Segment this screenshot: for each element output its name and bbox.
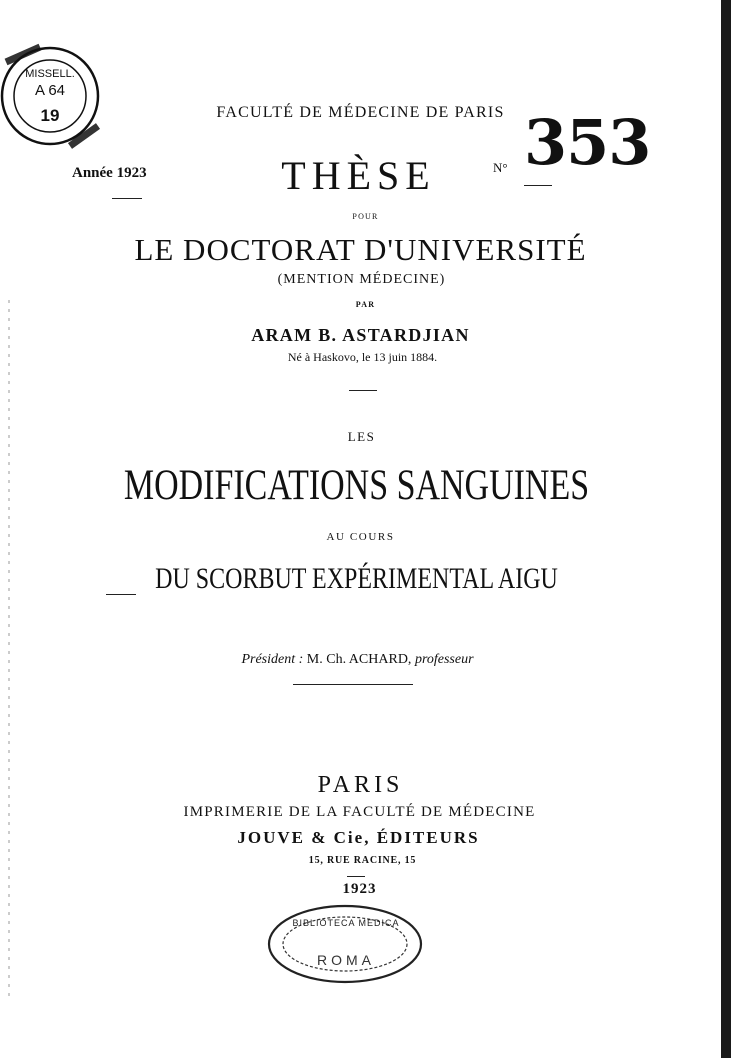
stamp-line-3: 19 [40, 106, 60, 125]
divider-under-year [112, 198, 142, 199]
these-heading: THÈSE [281, 153, 436, 198]
pour-label: POUR [352, 212, 379, 221]
subtitle: DU SCORBUT EXPÉRIMENTAL AIGU [155, 562, 558, 595]
par-label: PAR [355, 300, 376, 309]
stamp-line-2: A 64 [34, 82, 66, 99]
divider-under-president [293, 684, 413, 685]
library-stamp-bottom [265, 902, 427, 986]
divider-under-number [524, 185, 552, 186]
mention-line: (MENTION MÉDECINE) [277, 272, 446, 287]
divider-under-birth [349, 390, 377, 391]
title-les: LES [347, 429, 376, 444]
number-prefix: N° [493, 160, 508, 175]
stamp-bottom-top-text: BIBLIOTECA MEDICA [292, 918, 400, 928]
president-name: M. Ch. ACHARD, [306, 652, 412, 667]
year-text: Année 1923 [72, 165, 147, 181]
publisher-address: 15, RUE RACINE, 15 [308, 855, 417, 866]
title-au-cours: AU COURS [326, 531, 395, 543]
divider-above-year [347, 876, 365, 877]
stamp-bottom-bottom-text: ROMA [317, 952, 375, 968]
publication-year: 1923 [342, 881, 377, 897]
author-birth: Né à Haskovo, le 13 juin 1884. [287, 350, 438, 364]
faculty-line: FACULTÉ DE MÉDECINE DE PARIS [216, 104, 505, 121]
stamp-oval-icon [265, 902, 427, 986]
publisher-jouve: JOUVE & Cie, ÉDITEURS [237, 828, 480, 847]
doctorat-heading: LE DOCTORAT D'UNIVERSITÉ [134, 232, 587, 267]
divider-above-subtitle [106, 594, 136, 595]
publisher-city: PARIS [317, 772, 404, 798]
stamp-line-1: MISSELL. [25, 68, 75, 80]
publisher-imprimerie: IMPRIMERIE DE LA FACULTÉ DE MÉDECINE [183, 804, 536, 820]
library-stamp-top [0, 42, 108, 150]
president-role: professeur [414, 652, 474, 667]
president-label: Président : [241, 652, 304, 667]
president-line [0, 652, 723, 668]
thesis-number: 353 [524, 106, 651, 179]
author-name: ARAM B. ASTARDJIAN [251, 325, 470, 345]
main-title: MODIFICATIONS SANGUINES [123, 462, 590, 509]
